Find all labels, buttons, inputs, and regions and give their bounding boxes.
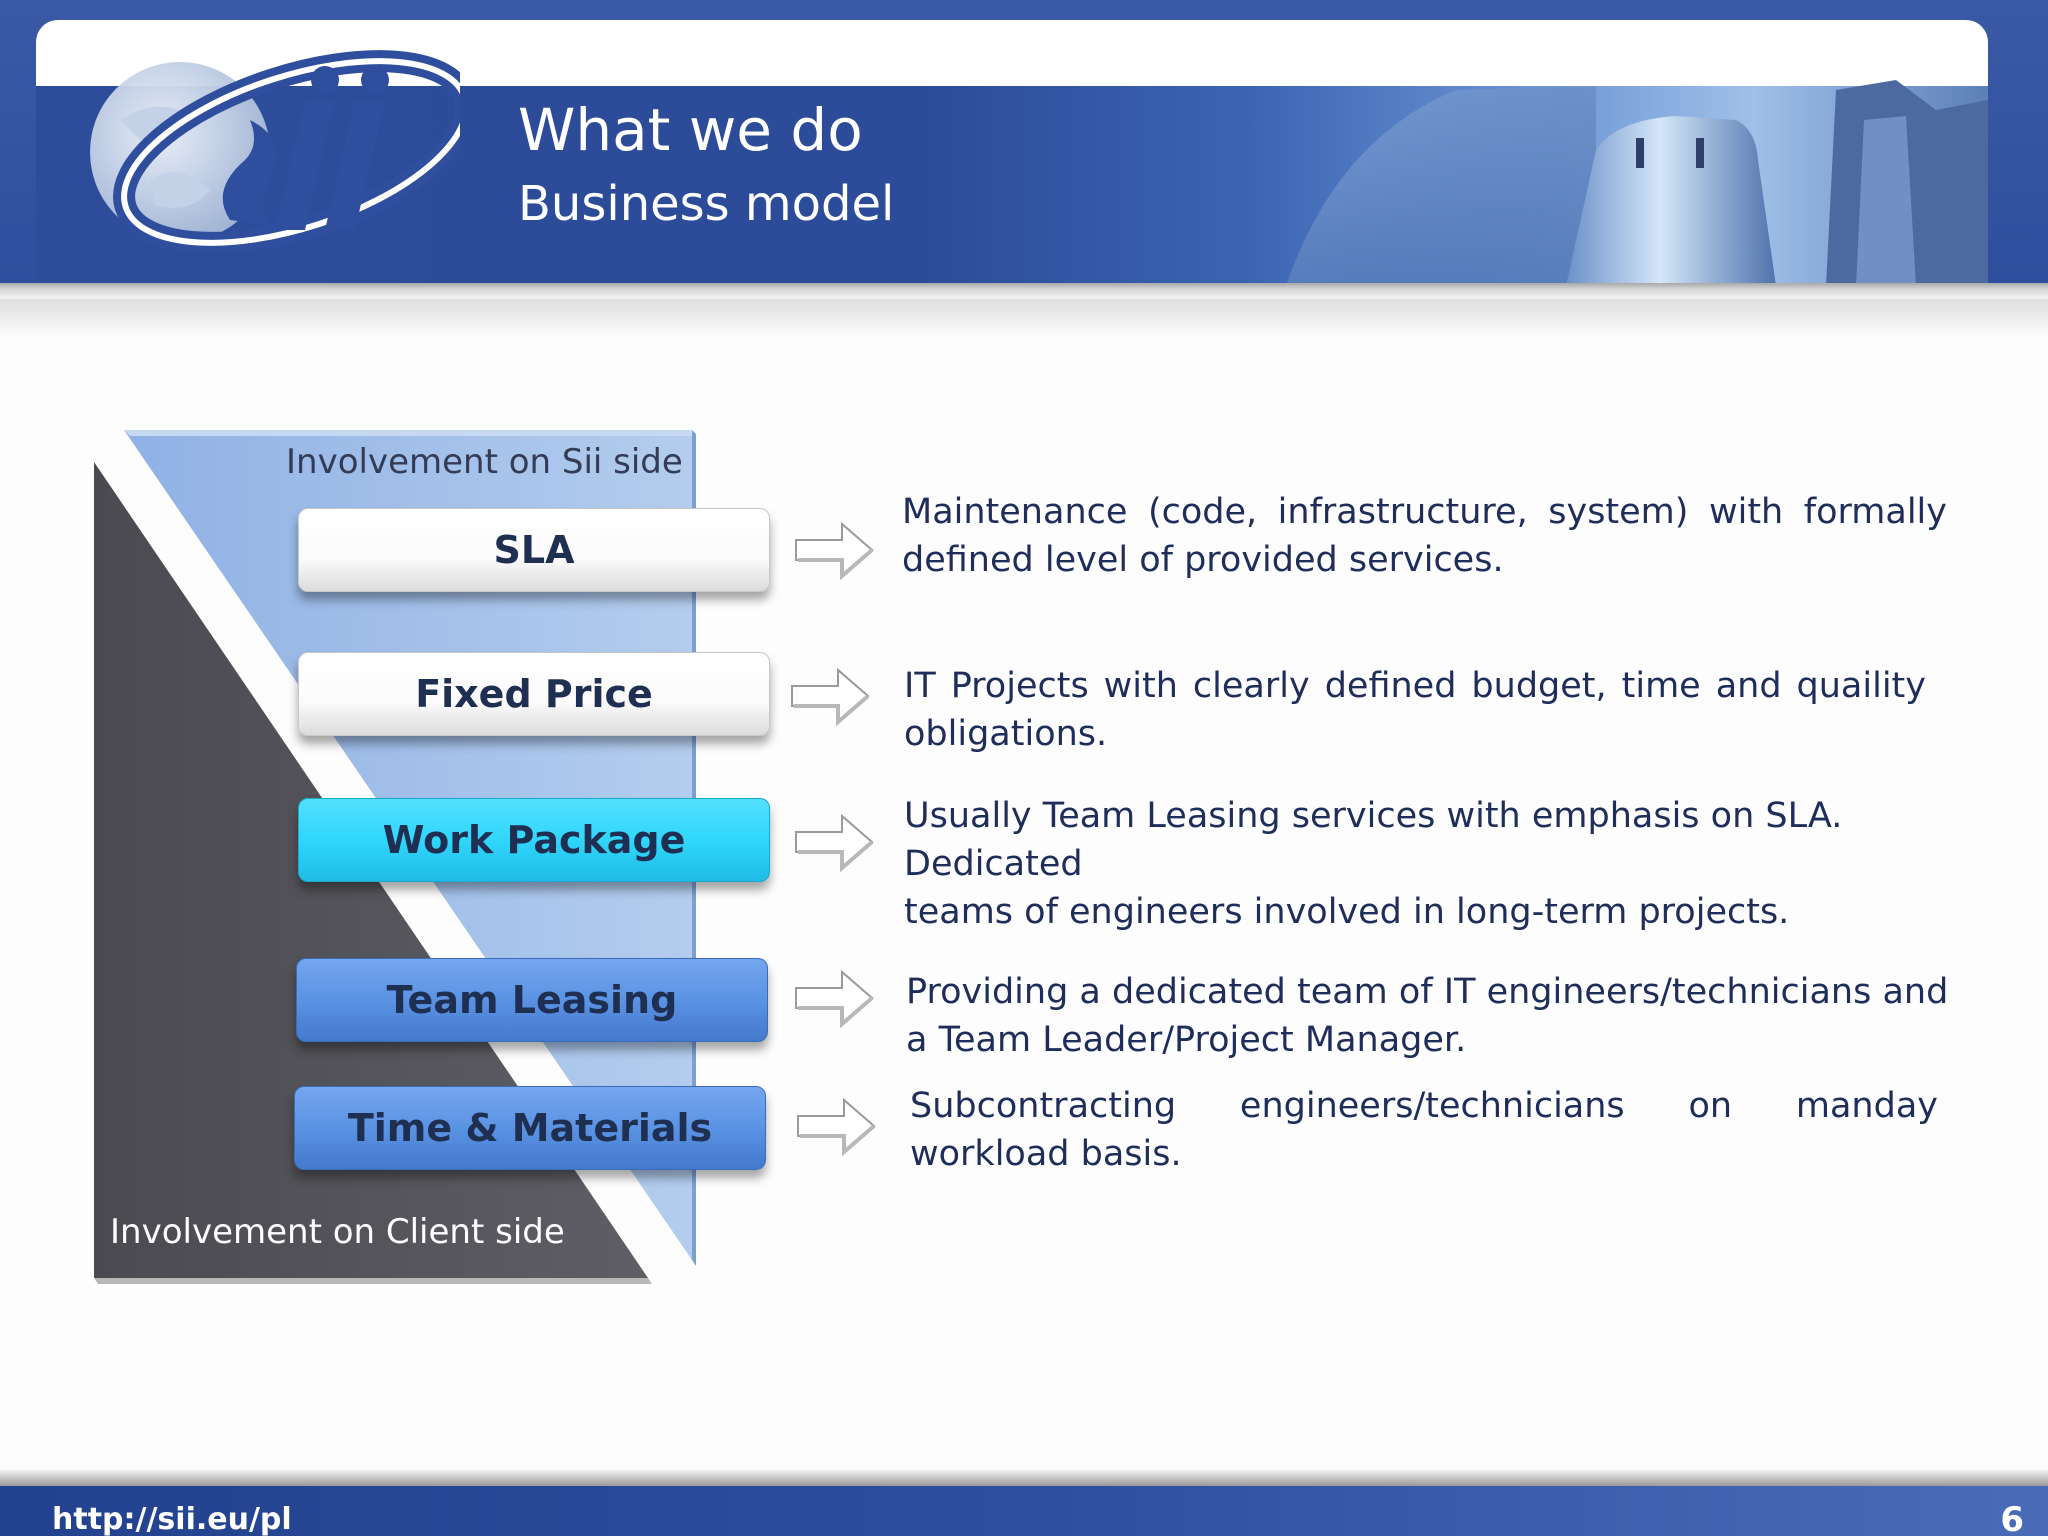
model-fixed-price: Fixed Price	[298, 652, 770, 736]
sii-side-label: Involvement on Sii side	[286, 442, 683, 482]
description-line: teams of engineers involved in long-term projects.	[904, 892, 1790, 932]
page-title: What we do	[518, 96, 863, 164]
description-line: a Team Leader/Project Manager.	[906, 1020, 1467, 1060]
description-work-package	[904, 792, 2024, 936]
footer-divider	[0, 1470, 2048, 1486]
description-line: Usually Team Leasing services with emphasis on SLA. Dedicated	[904, 796, 1843, 884]
page-subtitle: Business model	[518, 176, 895, 232]
description-time-materials: Subcontracting engineers/technicians on manday workload basis.	[910, 1086, 1938, 1174]
header-divider	[0, 283, 2048, 299]
arrow-right-icon	[794, 812, 874, 872]
model-team-leasing: Team Leasing	[296, 958, 768, 1042]
involvement-diagram	[80, 420, 720, 1290]
model-time-materials: Time & Materials	[294, 1086, 766, 1170]
description-fixed-price: IT Projects with clearly defined budget, time and quaility obligations.	[904, 666, 1926, 754]
header-shadow	[0, 299, 2048, 339]
footer-bar	[0, 1486, 2048, 1536]
model-work-package: Work Package	[298, 798, 770, 882]
description-sla: Maintenance (code, infrastructure, system) with formally defined level of provided services.	[902, 492, 1947, 580]
sii-logo	[60, 40, 460, 250]
arrow-right-icon	[794, 968, 874, 1028]
arrow-right-icon	[796, 1096, 876, 1156]
client-side-label: Involvement on Client side	[110, 1212, 565, 1252]
arrow-right-icon	[794, 520, 874, 580]
description-team-leasing	[906, 968, 1986, 1064]
footer-url-link[interactable]: http://sii.eu/pl	[52, 1502, 292, 1537]
model-sla: SLA	[298, 508, 770, 592]
page-number: 6	[2000, 1500, 2024, 1540]
description-line: Providing a dedicated team of IT engineers/technicians and	[906, 972, 1949, 1012]
arrow-right-icon	[790, 666, 870, 726]
